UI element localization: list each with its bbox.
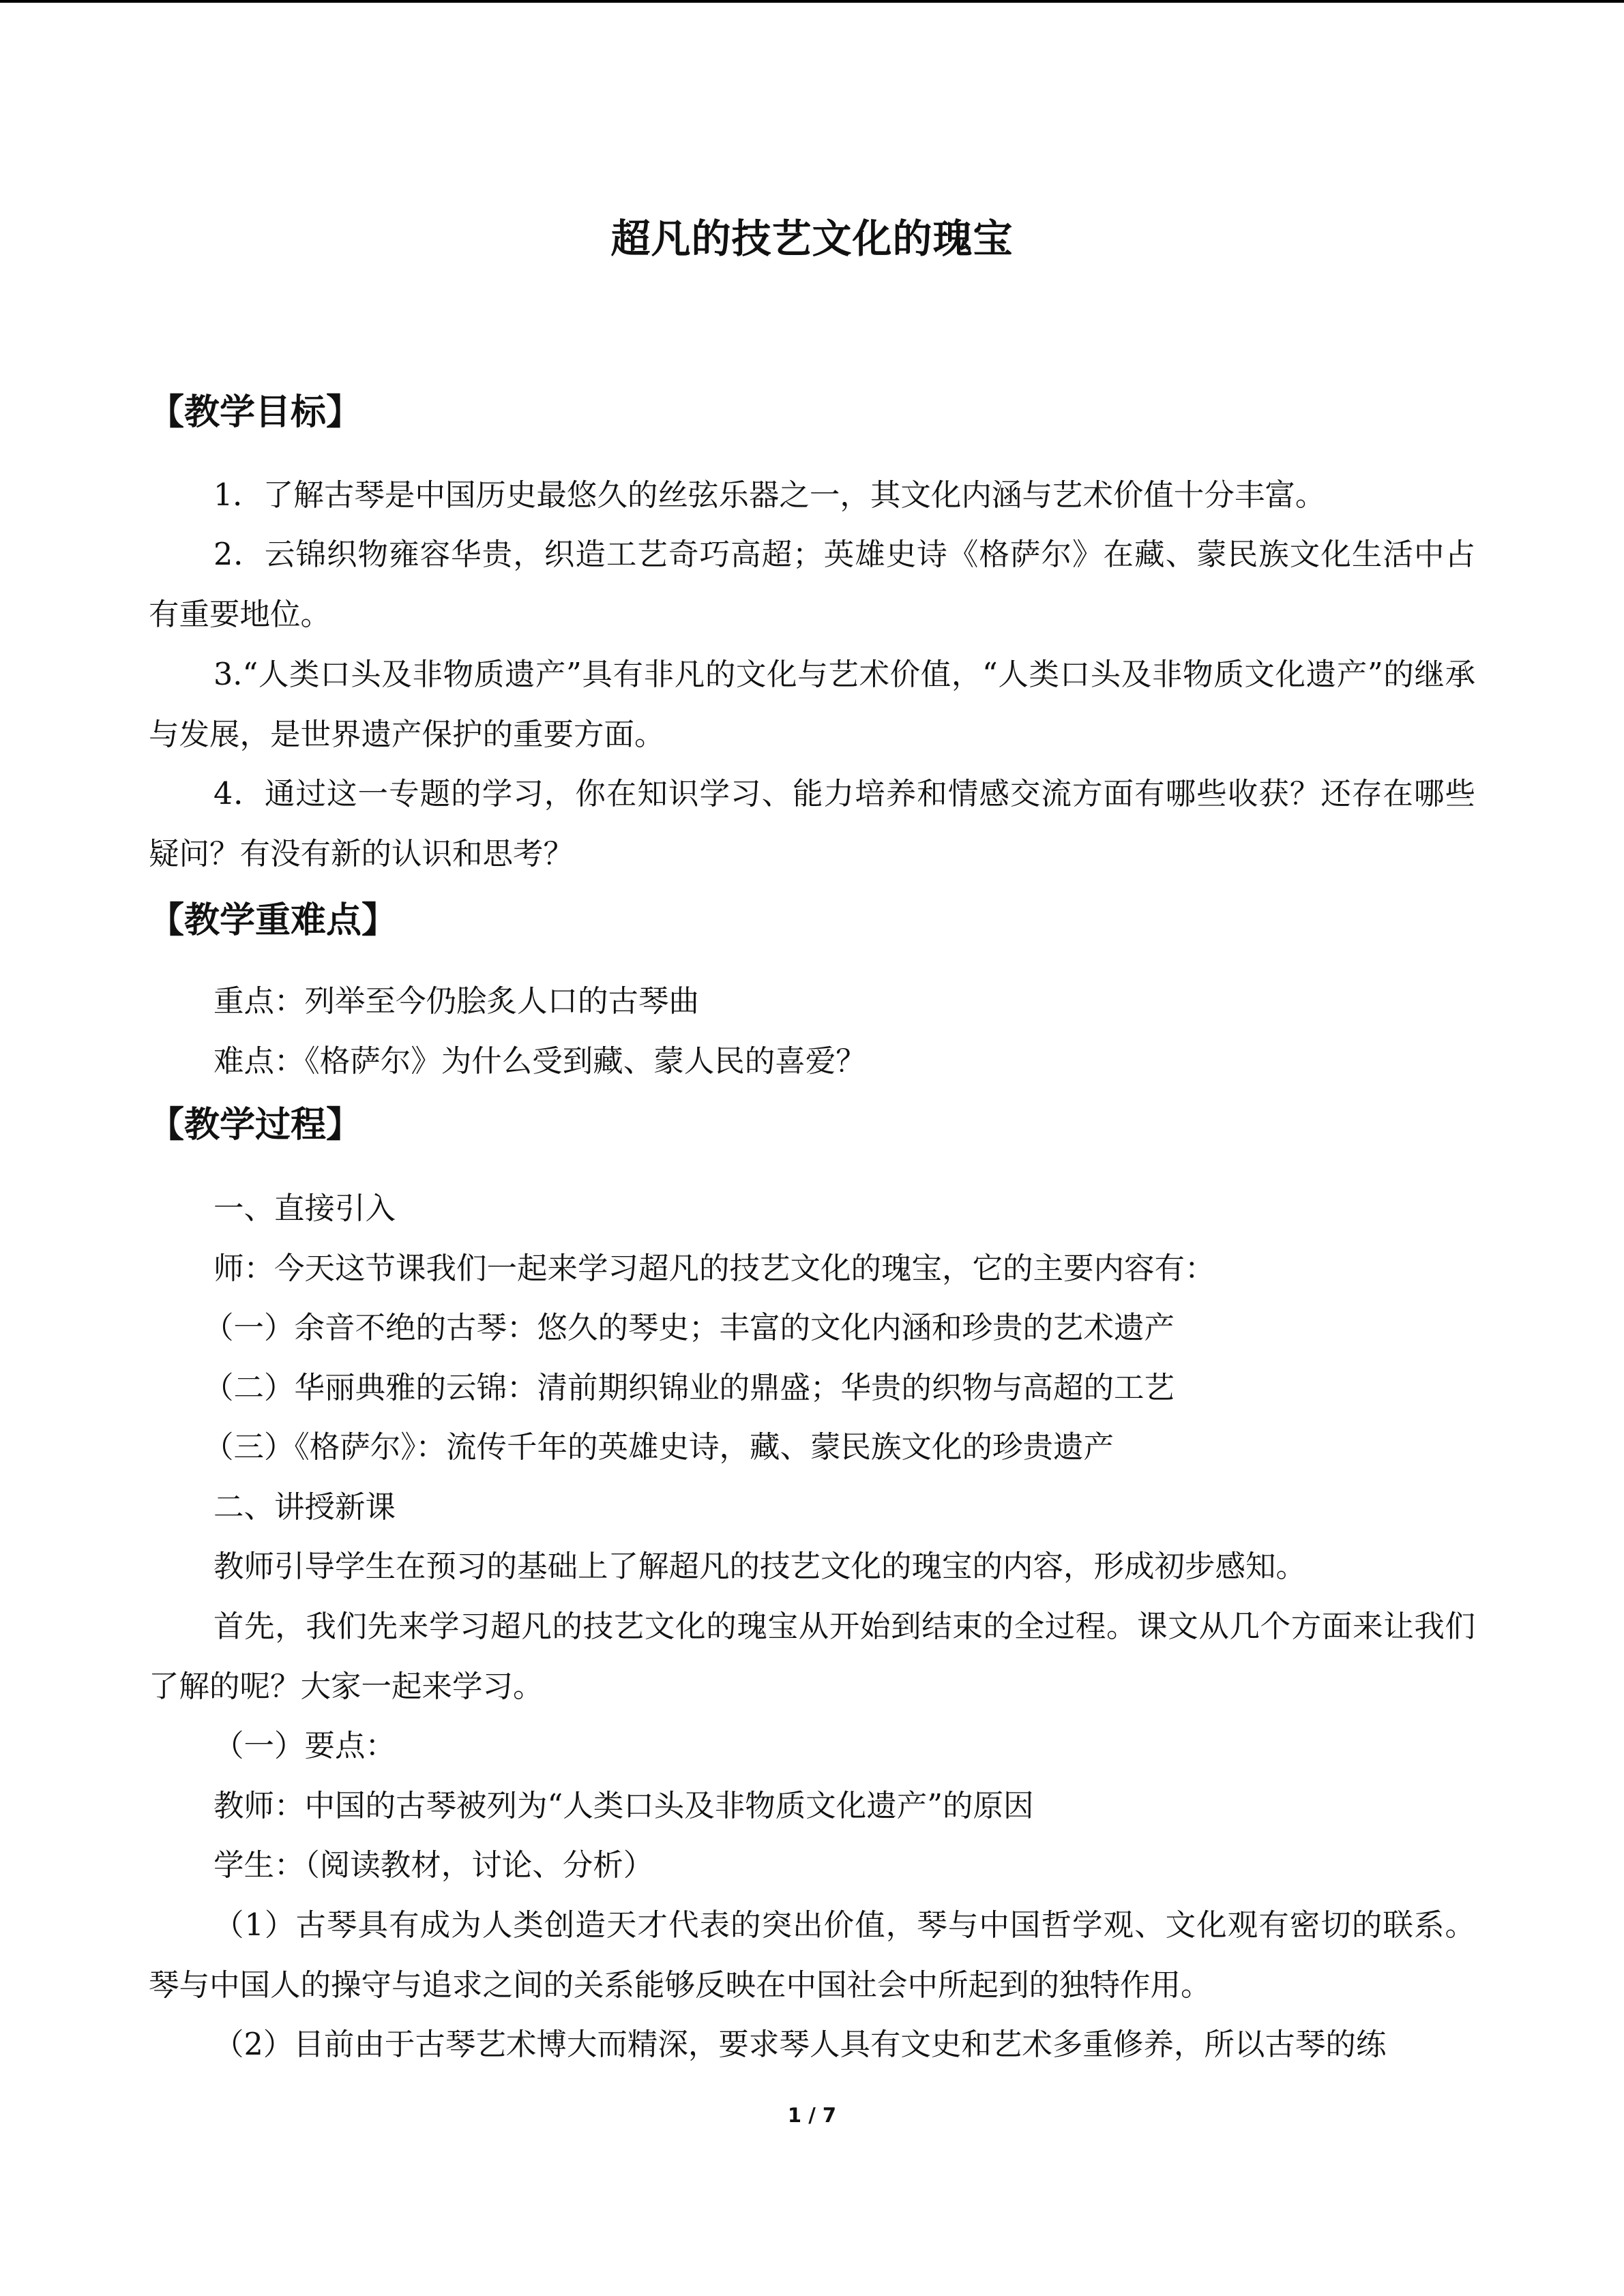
document-page — [149, 0, 1475, 2296]
teacher-question: 教师：中国的古琴被列为“人类口头及非物质文化遗产”的原因 — [213, 1789, 1034, 1823]
section-heading-process: 【教学过程】 — [149, 1105, 362, 1146]
objective-item-3: 3.“人类口头及非物质遗产”具有非凡的文化与艺术价值，“人类口头及非物质文化遗产”的继承与发展，是世界遗产保护的重要方面。 — [149, 657, 1475, 752]
point-label: （一）要点： — [213, 1729, 396, 1763]
key-point-difficulty: 难点：《格萨尔》为什么受到藏、蒙人民的喜爱？ — [213, 1044, 866, 1079]
reason-2: （2）目前由于古琴艺术博大而精深，要求琴人具有文史和艺术多重修养，所以古琴的练 — [213, 2027, 1387, 2062]
first-paragraph: 首先，我们先来学习超凡的技艺文化的瑰宝从开始到结束的全过程。课文从几个方面来让我们了解的呢？大家一起来学习。 — [149, 1609, 1475, 1704]
content-item-2: （二）华丽典雅的云锦：清前期织锦业的鼎盛；华贵的织物与高超的工艺 — [203, 1371, 1175, 1405]
process-step-2-title: 二、讲授新课 — [213, 1490, 396, 1525]
reason-1: （1）古琴具有成为人类创造天才代表的突出价值，琴与中国哲学观、文化观有密切的联系。琴与中国人的操守与追求之间的关系能够反映在中国社会中所起到的独特作用。 — [149, 1908, 1475, 2003]
key-point-focus: 重点：列举至今仍脍炙人口的古琴曲 — [213, 984, 700, 1019]
page-number: 1 / 7 — [787, 2104, 837, 2127]
section-heading-objectives: 【教学目标】 — [149, 392, 362, 433]
teacher-guide: 教师引导学生在预习的基础上了解超凡的技艺文化的瑰宝的内容，形成初步感知。 — [213, 1549, 1307, 1584]
process-step-1-title: 一、直接引入 — [213, 1191, 396, 1226]
content-item-1: （一）余音不绝的古琴：悠久的琴史；丰富的文化内涵和珍贵的艺术遗产 — [203, 1311, 1175, 1345]
objective-item-2: 2．云锦织物雍容华贵，织造工艺奇巧高超；英雄史诗《格萨尔》在藏、蒙民族文化生活中占有重要地位。 — [149, 537, 1475, 632]
section-heading-key-points: 【教学重难点】 — [149, 900, 398, 941]
objective-item-1: 1．了解古琴是中国历史最悠久的丝弦乐器之一，其文化内涵与艺术价值十分丰富。 — [213, 478, 1326, 513]
objective-item-4: 4．通过这一专题的学习，你在知识学习、能力培养和情感交流方面有哪些收获？还存在哪些疑问？有没有新的认识和思考？ — [149, 777, 1475, 871]
teacher-intro: 师：今天这节课我们一起来学习超凡的技艺文化的瑰宝，它的主要内容有： — [213, 1251, 1215, 1286]
page-title: 超凡的技艺文化的瑰宝 — [610, 215, 1014, 262]
content-item-3: （三）《格萨尔》：流传千年的英雄史诗，藏、蒙民族文化的珍贵遗产 — [203, 1430, 1114, 1465]
student-action: 学生：（阅读教材，讨论、分析） — [213, 1848, 654, 1883]
